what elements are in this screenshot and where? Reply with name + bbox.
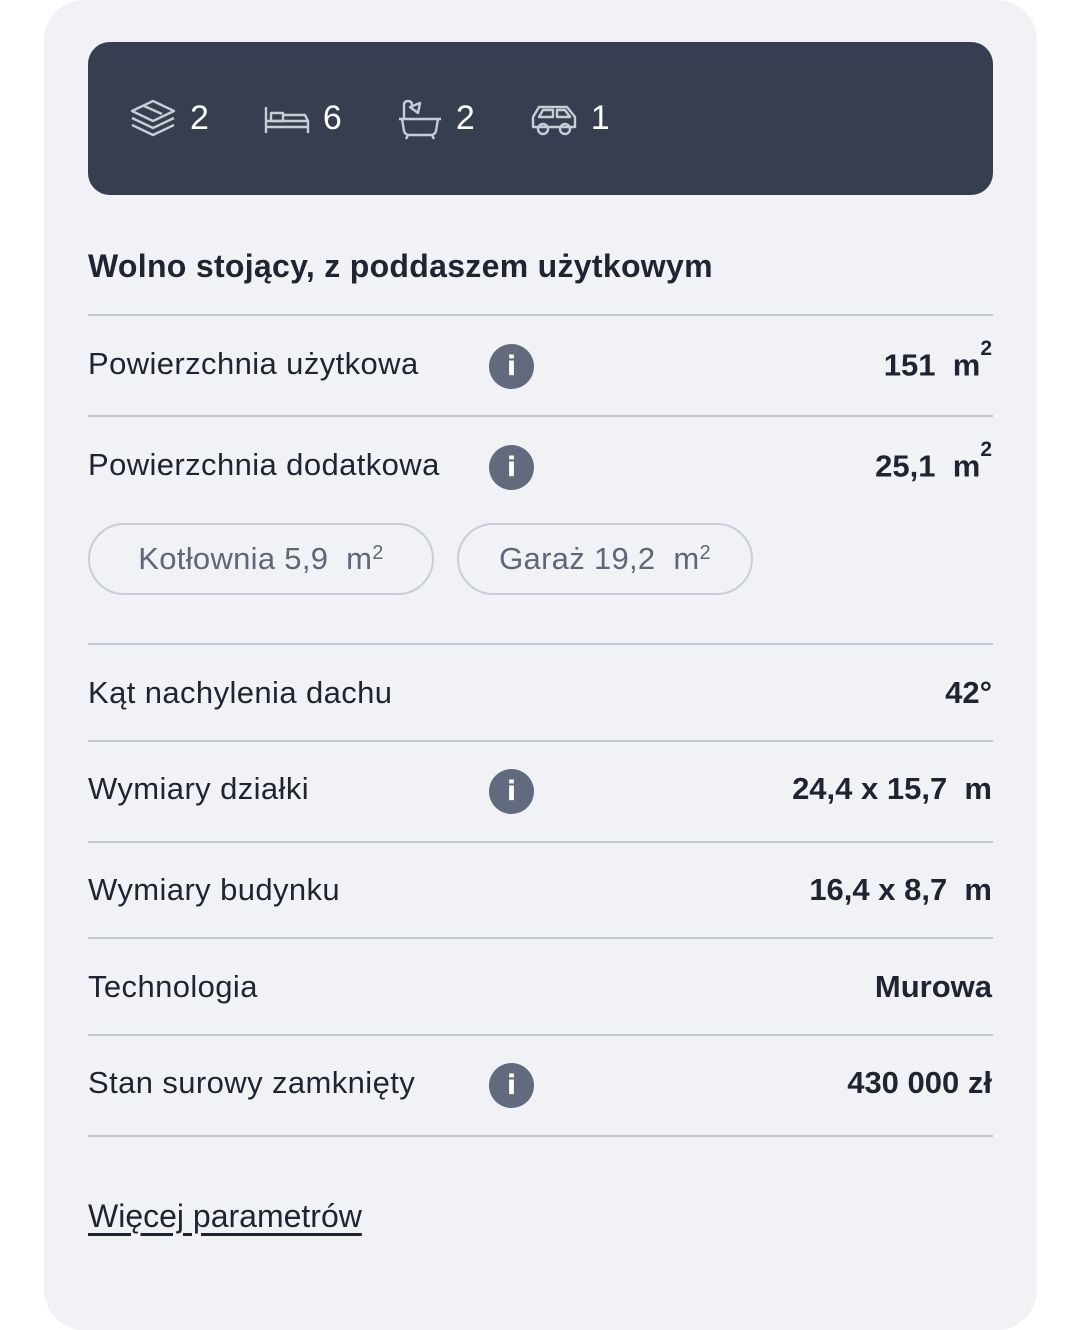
usable-area-value — [883, 337, 992, 383]
building-dimensions-label: Wymiary budynku — [88, 872, 341, 907]
chip-garage-unit: m — [673, 541, 700, 576]
roof-angle-value: 42° — [945, 675, 992, 710]
shell-state-info-icon[interactable]: i — [489, 1063, 534, 1108]
chip-boiler-room-label: Kotłownia 5,9 — [138, 541, 329, 576]
stat-bedrooms — [263, 99, 342, 139]
divider — [88, 643, 993, 645]
divider — [88, 1135, 993, 1137]
building-dimensions-value: 16,4 x 8,7 m — [809, 872, 992, 907]
shell-state-value: 430 000 zł — [847, 1065, 992, 1100]
parameters-card — [44, 0, 1037, 1330]
stat-floors — [128, 97, 209, 141]
divider — [88, 1034, 993, 1036]
bed-icon — [263, 99, 311, 139]
stats-bar — [88, 42, 993, 195]
usable-area-unit: m — [952, 347, 981, 383]
car-icon — [529, 99, 579, 139]
divider — [88, 415, 993, 417]
chip-boiler-room-unit-exponent: 2 — [372, 541, 384, 564]
technology-value: Murowa — [874, 969, 992, 1004]
plot-dimensions-info-icon[interactable]: i — [489, 769, 534, 814]
more-parameters-link[interactable]: Więcej parametrów — [88, 1198, 362, 1234]
divider — [88, 740, 993, 742]
additional-area-info-icon[interactable]: i — [489, 445, 534, 490]
usable-area-number: 151 — [883, 347, 936, 383]
chip-garage-unit-exponent: 2 — [699, 541, 711, 564]
chip-garage[interactable] — [457, 523, 753, 595]
stat-garage — [529, 99, 610, 139]
divider — [88, 841, 993, 843]
additional-area-label: Powierzchnia dodatkowa — [88, 447, 440, 482]
garage-count: 1 — [590, 99, 610, 137]
additional-area-unit-exponent: 2 — [980, 438, 992, 461]
bedrooms-count: 6 — [322, 99, 342, 137]
bathtub-icon — [396, 97, 444, 141]
bathrooms-count: 2 — [455, 99, 475, 137]
stat-bathrooms — [396, 97, 475, 141]
chip-boiler-room[interactable] — [88, 523, 434, 595]
shell-state-label: Stan surowy zamknięty — [88, 1065, 416, 1100]
usable-area-label: Powierzchnia użytkowa — [88, 346, 419, 381]
floors-count: 2 — [190, 99, 209, 137]
house-type-heading: Wolno stojący, z poddaszem użytkowym — [88, 248, 713, 284]
chip-garage-label: Garaż 19,2 — [499, 541, 656, 576]
layers-icon — [128, 97, 178, 141]
additional-area-number: 25,1 — [875, 448, 936, 484]
chip-boiler-room-unit: m — [346, 541, 373, 576]
usable-area-unit-exponent: 2 — [980, 337, 992, 360]
usable-area-info-icon[interactable]: i — [489, 344, 534, 389]
divider — [88, 937, 993, 939]
additional-area-value — [875, 438, 992, 484]
roof-angle-label: Kąt nachylenia dachu — [88, 675, 393, 710]
plot-dimensions-value: 24,4 x 15,7 m — [792, 771, 992, 806]
additional-area-unit: m — [952, 448, 981, 484]
divider — [88, 314, 993, 316]
plot-dimensions-label: Wymiary działki — [88, 771, 310, 806]
technology-label: Technologia — [88, 969, 258, 1004]
